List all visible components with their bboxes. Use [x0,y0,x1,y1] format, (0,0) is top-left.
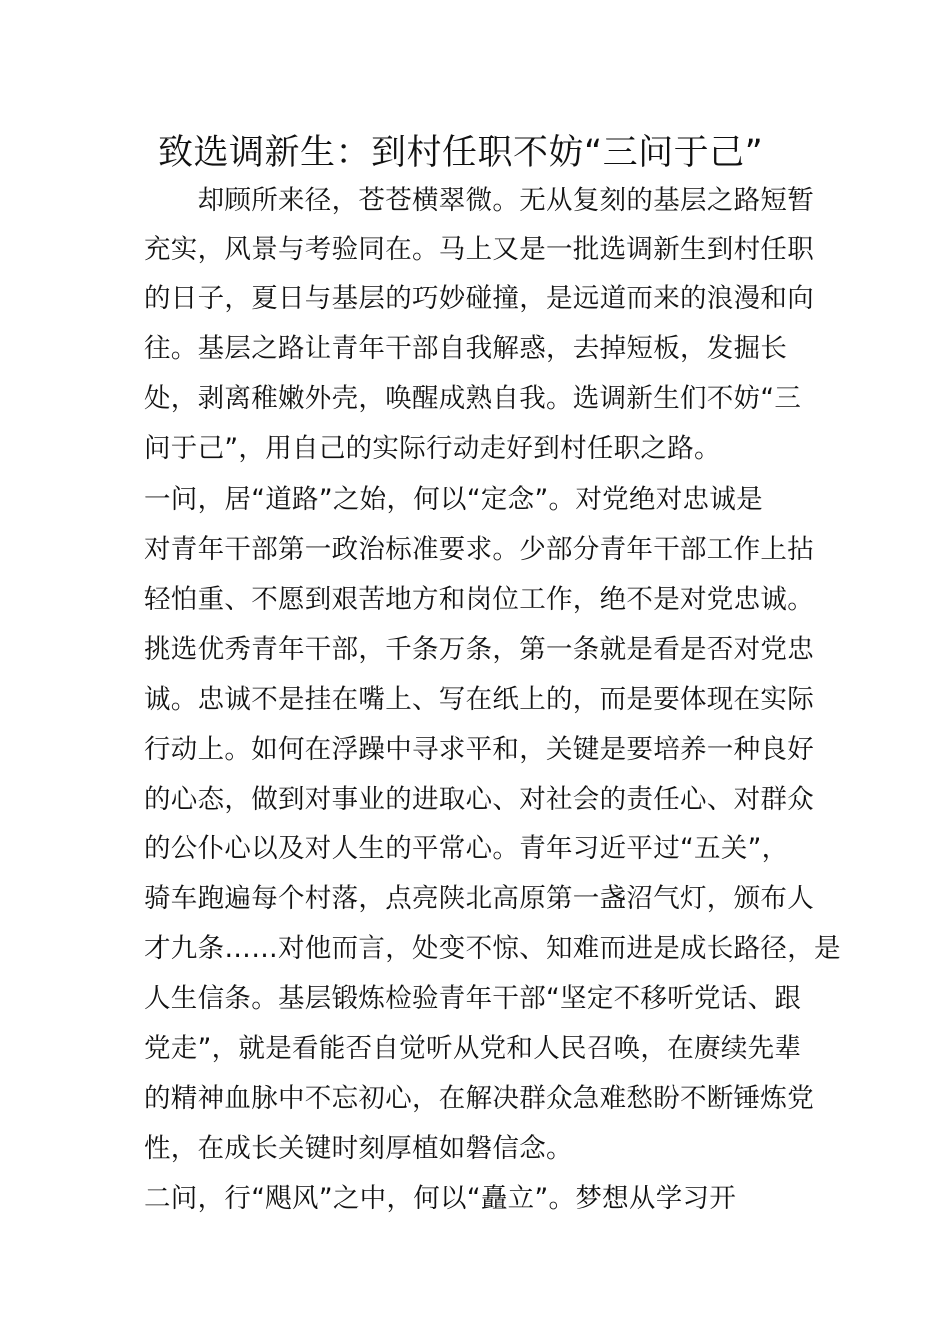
paragraph-line: 二问，行“飓风”之中，何以“矗立”。梦想从学习开 [144,1183,737,1214]
paragraph-line: 性，在成长关键时刻厚植如磐信念。 [144,1133,573,1164]
paragraph-line: 处，剥离稚嫩外壳，唤醒成熟自我。选调新生们不妨“三 [144,383,802,414]
paragraph-line: 的心态，做到对事业的进取心、对社会的责任心、对群众 [144,784,814,815]
paragraph-line: 的精神血脉中不忘初心，在解决群众急难愁盼不断锤炼党 [144,1083,814,1114]
paragraph-line: 的公仆心以及对人生的平常心。青年习近平过“五关”， [144,833,789,864]
paragraph-line: 党走”，就是看能否自觉听从党和人民召唤，在赓续先辈 [144,1033,802,1064]
paragraph-line: 往。基层之路让青年干部自我解惑，去掉短板，发掘长 [144,333,788,364]
paragraph-line: 的日子，夏日与基层的巧妙碰撞，是远道而来的浪漫和向 [144,283,814,314]
paragraph-line: 却顾所来径，苍苍横翠微。无从复刻的基层之路短暂 [144,185,814,216]
paragraph-line: 一问，居“道路”之始，何以“定念”。对党绝对忠诚是 [144,484,763,515]
paragraph-line: 诚。忠诚不是挂在嘴上、写在纸上的，而是要体现在实际 [144,684,814,715]
paragraph-line: 问于己”，用自己的实际行动走好到村任职之路。 [144,433,721,464]
paragraph-line: 行动上。如何在浮躁中寻求平和，关键是要培养一种良好 [144,734,814,765]
paragraph-line: 挑选优秀青年干部，千条万条，第一条就是看是否对党忠 [144,634,814,665]
paragraph-line: 才九条……对他而言，处变不惊、知难而进是成长路径，是 [144,933,841,964]
paragraph-line: 轻怕重、不愿到艰苦地方和岗位工作，绝不是对党忠诚。 [144,584,814,615]
paragraph-line: 对青年干部第一政治标准要求。少部分青年干部工作上拈 [144,534,814,565]
paragraph-line: 骑车跑遍每个村落，点亮陕北高原第一盏沼气灯，颁布人 [144,883,814,914]
document-title: 致选调新生：到村任职不妨“三问于己” [158,133,764,173]
paragraph-line: 充实，风景与考验同在。马上又是一批选调新生到村任职 [144,234,814,265]
paragraph-line: 人生信条。基层锻炼检验青年干部“坚定不移听党话、跟 [144,983,802,1014]
